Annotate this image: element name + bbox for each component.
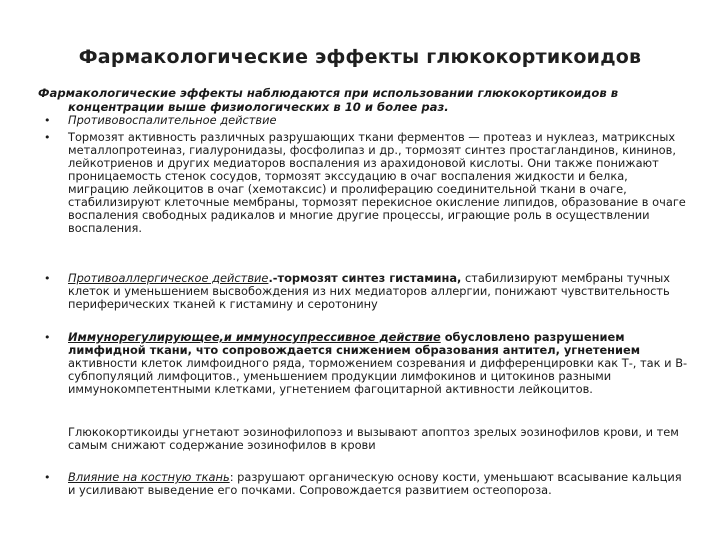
bullet-text [68, 272, 688, 311]
bullet-heading: Иммунорегулирующее,и иммуносупрессивное действие [68, 330, 441, 344]
intro-line-2: концентрации выше физиологических в 10 и более раз. [68, 100, 449, 114]
bullet-heading: Противовоспалительное действие [68, 113, 277, 127]
bullet-bold-text: обусловлено разрушением лимфидной ткани, что сопровождается снижением образования антител, угнетением [68, 330, 641, 357]
bullet-rest-text: активности клеток лимфоидного ряда, торможением созревания и дифференцировки как Т-, так и В-субпопуляций лимфоцитов., уменьшением продукции лимфокинов и цитокинов разными иммунокомпетентными клетками, угнетением фагоцитарной активности лейкоцитов. [68, 356, 688, 396]
bullet-bold-text: .-тормозят синтез гистамина, [268, 271, 462, 285]
bullet-text [68, 331, 688, 396]
bullet-marker: • [44, 114, 51, 127]
bullet-extra-paragraph: Глюкокортикоиды угнетают эозинофилопоэз и вызывают апоптоз зрелых эозинофилов крови, и тем самым снижают содержание эозинофилов в крови [68, 425, 679, 452]
bullet-heading: Влияние на костную ткань [68, 470, 230, 484]
bullet-marker: • [44, 272, 51, 285]
bullet-rest-text: стабилизируют мембраны тучных клеток и уменьшением высвобождения из них медиаторов аллергии, понижают чувствительность периферических тканей к гистамину и серотонину [68, 271, 671, 311]
bullet-text [68, 471, 688, 497]
page-title: Фармакологические эффекты глюкокортикоидов [78, 46, 642, 68]
intro-line-1: Фармакологические эффекты наблюдаются при использовании глюкокортикоидов в [38, 86, 619, 100]
bullet-marker: • [44, 131, 51, 144]
bullet-text: Тормозят активность различных разрушающих ткани ферментов — протеаз и нуклеаз, матриксных металлопротеиназ, гиалуронидазы, фосфолипаз и др., тормозят синтез простагландинов, кининов, лейкотриенов и других медиаторов воспаления из арахидоновой кислоты. Они также понижают проницаемость стенок сосудов, тормозят экссудацию в очаг воспаления жидкости и белка, миграцию лейкоцитов в очаг (хемотаксис) и пролиферацию соединительной ткани в очаге, стабилизируют клеточные мембраны, тормозят перекисное окисление липидов, образование в очаге воспаления свободных радикалов и многие другие процессы, играющие роль в осуществлении воспаления. [68, 130, 686, 235]
bullet-rest-text: : разрушают органическую основу кости, уменьшают всасывание кальция и усиливают выведение его почками. Сопровождается развитием остеопороза. [68, 470, 682, 497]
bullet-marker: • [44, 331, 51, 344]
bullet-marker: • [44, 471, 51, 484]
intro-paragraph [38, 86, 678, 114]
bullet-heading: Противоаллергическое действие [68, 271, 269, 285]
